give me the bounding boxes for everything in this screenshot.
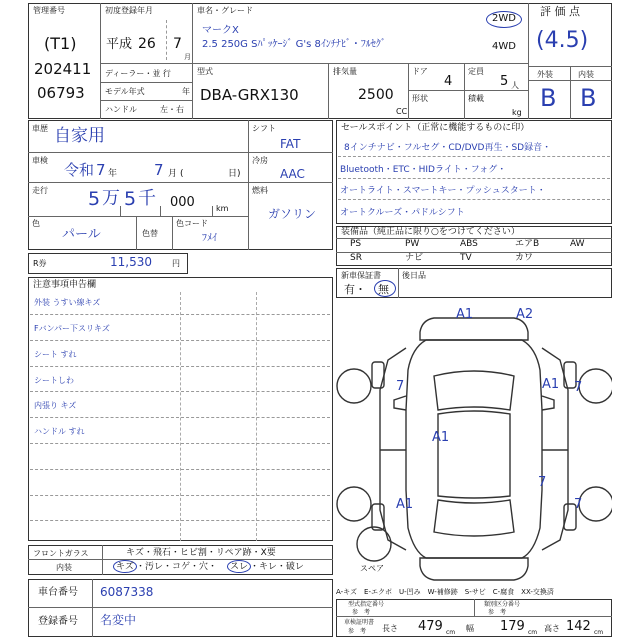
cc-unit: CC [396, 107, 408, 116]
car-name-label: 車名・グレード [197, 6, 253, 15]
capacity-label: 定員 [468, 67, 484, 76]
note-line: 内張り キズ [34, 401, 77, 410]
divider [136, 216, 137, 250]
mileage-sen: 5 [124, 188, 137, 210]
chassis-label: 車台番号 [38, 587, 78, 598]
inspection-label: 車検 [32, 156, 48, 165]
length-label: 長さ [382, 624, 398, 633]
interior-kizu: キズ [116, 562, 134, 572]
equipment-item: ナビ [405, 253, 424, 263]
divider [464, 63, 465, 119]
equipment-item: AW [570, 239, 585, 249]
divider [248, 120, 249, 250]
wheel-circle-rr [579, 487, 612, 521]
drive-2wd: 2WD [492, 13, 516, 24]
new-warranty-yes: 有・ [344, 283, 366, 296]
note-rule [30, 366, 330, 367]
divider [528, 3, 529, 119]
color-code-label: 色コード [176, 219, 208, 228]
wheel-circle-fr [579, 369, 612, 403]
note-rule [30, 495, 330, 496]
inspection-year-unit: 年 [108, 169, 118, 179]
damage-mark: A1 [542, 377, 560, 392]
rear-bumper [420, 558, 528, 580]
score-value: (4.5) [536, 28, 589, 53]
wheel-circle-fl [337, 369, 371, 403]
equipment-item: エアB [515, 239, 540, 249]
new-warranty-label: 新車保証書 [341, 271, 381, 280]
left-mirror [394, 396, 406, 410]
dealer-label: ディーラー・並 行 [105, 69, 171, 78]
note-line: ハンドル すれ [34, 427, 85, 436]
interior-mid: ・汚レ・コゲ・穴・ [136, 562, 218, 572]
note-rule [30, 340, 330, 341]
equipment-item: SR [350, 253, 362, 263]
kg-unit: kg [512, 108, 522, 117]
right-mirror [542, 396, 554, 410]
note-line: Fバンパー下スリキズ [34, 324, 110, 333]
divider [28, 607, 333, 608]
dashed-line [166, 20, 167, 60]
front-bumper [420, 318, 528, 340]
after-items-label: 後日品 [402, 271, 426, 280]
doors-value: 4 [444, 74, 453, 89]
note-line: 外装 うすい線キズ [34, 298, 101, 307]
doors-label: ドア [412, 67, 428, 76]
mgmt-number-1: 202411 [34, 60, 92, 78]
fuel-value: ガソリン [268, 207, 317, 221]
dashed-line [338, 199, 610, 200]
capacity-unit: 人 [511, 81, 519, 90]
first-reg-month-unit: 月 [184, 53, 191, 61]
divider [100, 82, 192, 83]
capacity-value: 5 [500, 74, 509, 89]
handle-label: ハンドル [105, 105, 137, 114]
color-code-value: ﾌﾒｲ [202, 233, 217, 244]
cert-ref: 参 考 [348, 628, 367, 635]
rear-window [434, 500, 514, 536]
damage-mark: A1 [432, 430, 450, 445]
inspection-year: 7 [96, 161, 106, 179]
damage-mark: A1 [396, 497, 414, 512]
use-label: 車歴 [32, 124, 48, 133]
note-line: シート すれ [34, 350, 77, 359]
inspection-day-paren: ( [180, 169, 184, 179]
inspection-day-unit: 日) [228, 169, 241, 179]
divider [328, 63, 329, 119]
shift-value: FAT [280, 137, 301, 151]
inspection-month: 7 [154, 161, 164, 179]
notes-title: 注意事項申告欄 [33, 280, 97, 290]
divider [28, 152, 333, 153]
header-frame [28, 3, 612, 119]
recycle-frame [28, 253, 188, 274]
drive-4wd: 4WD [492, 41, 516, 52]
spare-label: スペア [360, 564, 384, 573]
divider [28, 182, 333, 183]
displacement-value: 2500 [358, 87, 394, 103]
dashed-line [338, 178, 610, 179]
displacement-label: 排気量 [333, 67, 357, 76]
mileage-rest: 000 [170, 195, 195, 210]
chassis-value: 6087338 [100, 585, 154, 599]
inspection-era: 令和 [64, 161, 95, 179]
length-unit: cm [446, 629, 456, 636]
wheel-circle-rl [337, 487, 371, 521]
divider [408, 63, 409, 119]
length-value: 479 [418, 619, 443, 634]
registration-label: 登録番号 [38, 616, 78, 627]
note-rule [30, 314, 330, 315]
recycle-unit: 円 [172, 259, 180, 268]
mgmt-label: 管理番号 [33, 6, 65, 15]
shift-label: シフト [252, 124, 276, 133]
front-glass-label: フロントガラス [33, 549, 89, 558]
dashed-line [338, 156, 610, 157]
use-value: 自家用 [54, 126, 105, 146]
model-year-unit: 年 [182, 87, 190, 96]
divider [570, 66, 571, 119]
damage-mark: 7 [574, 497, 583, 512]
note-rule [30, 443, 330, 444]
equipment-item: ABS [460, 239, 478, 249]
sales-point-line: 8インチナビ・フルセグ・CD/DVD再生・SD録音・ [344, 143, 552, 153]
mgmt-code: (T1) [44, 34, 77, 53]
width-unit: cm [528, 629, 538, 636]
ac-value: AAC [280, 167, 305, 181]
model-year-label: モデル年式 [105, 87, 145, 96]
shape-label: 形状 [412, 94, 428, 103]
car-grade: 2.5 250G Sﾊﾟｯｹｰｼﾞ G's 8ｲﾝﾁﾅﾋﾞ・ﾌﾙｾｸﾞ [202, 39, 386, 50]
divider [336, 252, 612, 253]
divider [92, 579, 93, 637]
divider [408, 90, 528, 91]
note-rule [30, 520, 330, 521]
damage-mark: A2 [516, 307, 534, 322]
mileage-tick [212, 206, 213, 216]
first-reg-month: 7 [173, 36, 182, 52]
km-unit: km [216, 204, 229, 213]
handle-value: 左・右 [160, 105, 184, 114]
divider [474, 599, 475, 616]
model-label: 型式 [197, 67, 213, 76]
body-outline [406, 340, 542, 558]
note-rule [30, 391, 330, 392]
recycle-value: 11,530 [110, 255, 152, 269]
damage-mark: 7 [574, 380, 583, 395]
spare-circle [357, 527, 391, 561]
equipment-item: PW [405, 239, 420, 249]
note-line: シートしわ [34, 376, 74, 385]
note-rule [30, 469, 330, 470]
divider [100, 100, 192, 101]
windshield [434, 371, 514, 410]
registration-value: 名変中 [100, 613, 137, 627]
sales-point-line: オートライト・スマートキー・プッシュスタート・ [340, 186, 546, 196]
car-name: マークX [202, 25, 239, 36]
damage-legend: A-キズ E-エクボ U-凹み W-補修跡 S-サビ C-腐食 XX-交換済 [336, 588, 554, 596]
mileage-sen-unit: 千 [138, 188, 156, 209]
equipment-item: PS [350, 239, 362, 249]
mileage-man-unit: 万 [102, 188, 120, 209]
color-change-label: 色替 [142, 229, 158, 238]
recycle-label: R券 [33, 259, 47, 268]
divider [336, 616, 612, 617]
height-label: 高さ [544, 624, 560, 633]
divider [192, 3, 193, 119]
divider [398, 268, 399, 298]
first-reg-era: 平成 [106, 37, 133, 52]
height-value: 142 [566, 619, 591, 634]
interior-label: 内装 [578, 70, 594, 79]
sales-point-line: オートクルーズ・パドルシフト [340, 208, 465, 218]
exterior-grade: B [540, 84, 557, 112]
mileage-man: 5 [88, 188, 101, 210]
equipment-item: カワ [515, 253, 534, 263]
divider [102, 545, 103, 575]
front-glass-items: キズ・飛石・ヒビ割・リペア跡・X要 [126, 548, 276, 558]
interior-grade: B [580, 84, 597, 112]
ac-label: 冷房 [252, 156, 268, 165]
divider [172, 216, 173, 250]
sales-points-title: セールスポイント（正常に機能するものに印） [341, 123, 530, 133]
first-reg-label: 初度登録年月 [105, 6, 153, 15]
mileage-label: 走行 [32, 186, 48, 195]
interior-damage-label: 内装 [56, 563, 72, 572]
spec-number-ref: 参 考 [352, 609, 371, 616]
equipment-title: 装備品（純正品に限り○をつけてください） [341, 227, 520, 237]
load-label: 積載 [468, 94, 484, 103]
sales-point-line: Bluetooth・ETC・HIDライト・フォグ・ [340, 165, 507, 175]
exterior-label: 外装 [537, 70, 553, 79]
width-value: 179 [500, 619, 525, 634]
roof [438, 411, 510, 498]
damage-mark: 7 [396, 379, 405, 394]
class-number-label: 類別区分番号 [484, 601, 521, 608]
mgmt-number-2: 06793 [37, 84, 85, 102]
height-unit: cm [594, 629, 604, 636]
divider [28, 559, 333, 560]
inspection-month-unit: 月 [168, 169, 178, 179]
fuel-label: 燃料 [252, 186, 268, 195]
model-value: DBA-GRX130 [200, 86, 299, 104]
color-value: パール [62, 227, 101, 242]
interior-sure: スレ [230, 562, 249, 572]
first-reg-year: 26 [138, 36, 156, 52]
class-number-ref: 参 考 [488, 609, 507, 616]
divider [100, 3, 101, 119]
mileage-tick [120, 206, 121, 216]
car-diagram [336, 300, 612, 585]
width-label: 幅 [466, 624, 474, 633]
spec-number-label: 型式指定番号 [348, 601, 385, 608]
divider [28, 216, 248, 217]
interior-tail: ・キレ・破レ [250, 562, 304, 572]
score-label: 評 価 点 [540, 5, 580, 18]
cert-label: 車検証明書 [344, 619, 375, 626]
damage-mark: A1 [456, 307, 474, 322]
mileage-tick [160, 206, 161, 216]
damage-mark: 7 [538, 475, 547, 490]
new-warranty-no: 無 [378, 283, 389, 296]
equipment-item: TV [460, 253, 472, 263]
color-label: 色 [32, 219, 40, 228]
note-rule [30, 417, 330, 418]
